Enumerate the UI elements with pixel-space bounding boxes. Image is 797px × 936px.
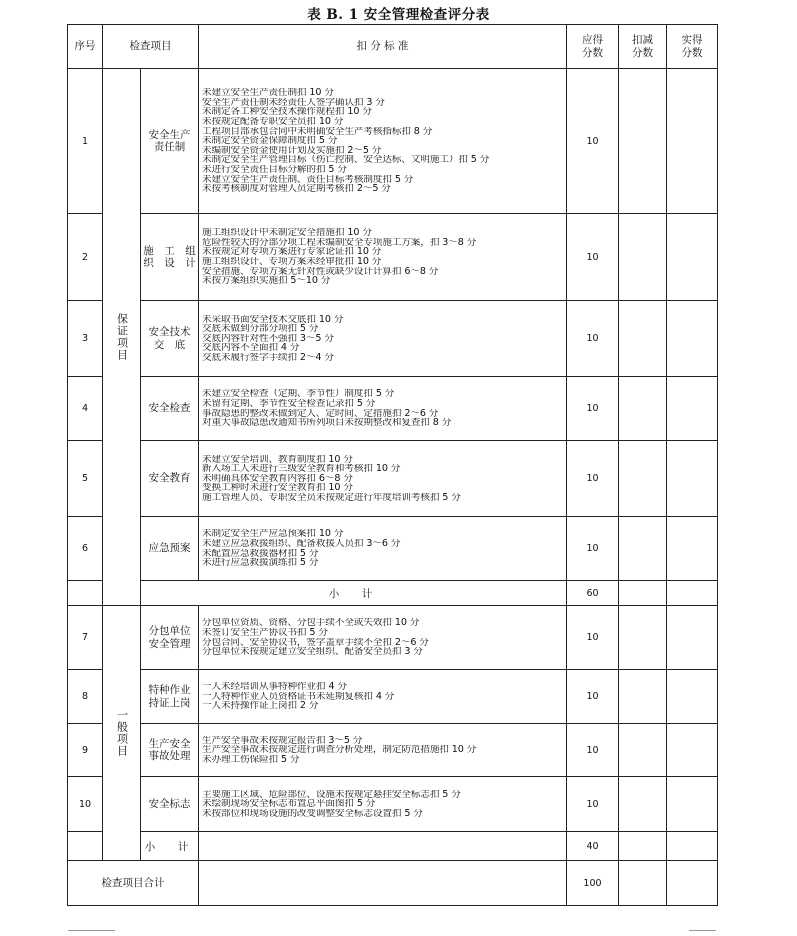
deduction-standard: 未采取书面安全技术交底扣 10 分 交底未做到分部分项扣 5 分 交底内容针对性不强扣 3～5 分 交底内容不全面扣 4 分 交底未履行签字手续扣 2～4 分: [199, 301, 567, 377]
row-number: 10: [68, 777, 103, 832]
due-score: 10: [567, 777, 619, 832]
due-score: 10: [567, 517, 619, 581]
due-score: 10: [567, 301, 619, 377]
row-number: 9: [68, 724, 103, 777]
subtotal-score: 60: [567, 581, 619, 606]
deduction-standard: 一人未经培训从事特种作业扣 4 分 一人特种作业人员资格证书未延期复核扣 4 分 一人未持操作证上岗扣 2 分: [199, 670, 567, 724]
header-standard: 扣 分 标 准: [199, 25, 567, 69]
table-row: [68, 517, 718, 581]
table-row: [68, 214, 718, 301]
deducted-score-cell[interactable]: [619, 517, 667, 581]
table-row: [68, 69, 718, 214]
deducted-score-cell[interactable]: [619, 670, 667, 724]
due-score: 10: [567, 670, 619, 724]
actual-score-cell[interactable]: [667, 581, 718, 606]
empty-cell: [199, 861, 567, 906]
deducted-score-cell[interactable]: [619, 606, 667, 670]
deducted-score-cell[interactable]: [619, 724, 667, 777]
header-no: 序号: [68, 25, 103, 69]
actual-score-cell[interactable]: [667, 670, 718, 724]
deducted-score-cell[interactable]: [619, 441, 667, 517]
row-number: 4: [68, 377, 103, 441]
row-number: 3: [68, 301, 103, 377]
header-actual-score: 实得 分数: [667, 25, 718, 69]
table-row: [68, 670, 718, 724]
deducted-score-cell[interactable]: [619, 301, 667, 377]
empty-cell: [68, 581, 103, 606]
deduction-standard: 主要施工区域、危险部位、设施未按规定悬挂安全标志扣 5 分 未绘制现场安全标志布置总平面图扣 5 分 未按部位和现场设施的改变调整安全标志设置扣 5 分: [199, 777, 567, 832]
deducted-score-cell[interactable]: [619, 377, 667, 441]
safety-score-table: [67, 24, 718, 906]
total-label: 检查项目合计: [68, 861, 199, 906]
row-number: 6: [68, 517, 103, 581]
subtotal-label: 小 计: [141, 581, 567, 606]
due-score: 10: [567, 69, 619, 214]
item-name: 特种作业 持证上岗: [141, 670, 199, 724]
actual-score-cell[interactable]: [667, 441, 718, 517]
item-name: 安全检查: [141, 377, 199, 441]
row-number: 2: [68, 214, 103, 301]
subtotal-score: 40: [567, 832, 619, 861]
actual-score-cell[interactable]: [667, 377, 718, 441]
deduction-standard: 未制定安全生产应急预案扣 10 分 未建立应急救援组织、配备救援人员扣 3～6 分 未配置应急救援器材扣 5 分 未进行应急救援演练扣 5 分: [199, 517, 567, 581]
table-row: [68, 301, 718, 377]
deducted-score-cell[interactable]: [619, 861, 667, 906]
deducted-score-cell[interactable]: [619, 777, 667, 832]
item-name: 应急预案: [141, 517, 199, 581]
page-edge-mark: [68, 930, 115, 931]
deducted-score-cell[interactable]: [619, 214, 667, 301]
actual-score-cell[interactable]: [667, 777, 718, 832]
item-name: 安全教育: [141, 441, 199, 517]
total-row: [68, 861, 718, 906]
actual-score-cell[interactable]: [667, 861, 718, 906]
due-score: 10: [567, 724, 619, 777]
table-row: [68, 777, 718, 832]
header-item: 检查项目: [103, 25, 199, 69]
group-guarantee: 保证项目: [103, 69, 141, 606]
empty-cell: [68, 832, 103, 861]
item-name: 安全生产 责任制: [141, 69, 199, 214]
header-deducted-score: 扣减 分数: [619, 25, 667, 69]
row-number: 8: [68, 670, 103, 724]
group-general: 一般项目: [103, 606, 141, 861]
deduction-standard: 未建立安全生产责任制扣 10 分 安全生产责任制未经责任人签字确认扣 3 分 未制定各工种安全技术操作规程扣 10 分 未按规定配备专职安全员扣 10 分 工程项目部承包合同中未明确安全生产考核指标扣 8 分 未制定安全资金保障制度扣 5 分 未编制安全资金使用计划及实施扣 2～5 分 未制定安全生产管理目标（伤亡控制、安全达标、文明施工）扣 5 分 未进行安全责任目标分解的扣 5 分 未建立安全生产责任制、责任目标考核制度扣 5 分 未按考核制度对管理人员定期考核扣 2～5 分: [199, 69, 567, 214]
subtotal-row: [68, 832, 718, 861]
subtotal-row: [68, 581, 718, 606]
item-name: 安全标志: [141, 777, 199, 832]
item-name: 分包单位 安全管理: [141, 606, 199, 670]
actual-score-cell[interactable]: [667, 724, 718, 777]
deduction-standard: 分包单位资质、资格、分包手续不全或失效扣 10 分 未签订安全生产协议书扣 5 分 分包合同、安全协议书，签字盖章手续不全扣 2～6 分 分包单位未按规定建立安全组织、配备安全员扣 3 分: [199, 606, 567, 670]
deducted-score-cell[interactable]: [619, 581, 667, 606]
row-number: 1: [68, 69, 103, 214]
empty-cell: [199, 832, 567, 861]
row-number: 7: [68, 606, 103, 670]
deduction-standard: 未建立安全检查（定期、季节性）制度扣 5 分 未留有定期、季节性安全检查记录扣 5 分 事故隐患的整改未做到定人、定时间、定措施扣 2～6 分 对重大事故隐患改通知书所列项目未按期整改和复查扣 8 分: [199, 377, 567, 441]
actual-score-cell[interactable]: [667, 517, 718, 581]
item-name: 安全技术 交 底: [141, 301, 199, 377]
due-score: 10: [567, 377, 619, 441]
due-score: 10: [567, 606, 619, 670]
row-number: 5: [68, 441, 103, 517]
deducted-score-cell[interactable]: [619, 69, 667, 214]
header-due-score: 应得 分数: [567, 25, 619, 69]
deducted-score-cell[interactable]: [619, 832, 667, 861]
due-score: 10: [567, 214, 619, 301]
item-name: 生产安全 事故处理: [141, 724, 199, 777]
actual-score-cell[interactable]: [667, 214, 718, 301]
deduction-standard: 生产安全事故未按规定报告扣 3～5 分 生产安全事故未按规定进行调查分析处理，制定防范措施扣 10 分 未办理工伤保险扣 5 分: [199, 724, 567, 777]
actual-score-cell[interactable]: [667, 301, 718, 377]
deduction-standard: 未建立安全培训、教育制度扣 10 分 新入场工人未进行三级安全教育和考核扣 10 分 未明确具体安全教育内容扣 6～8 分 变换工种时未进行安全教育扣 10 分 施工管理人员、专职安全员未按规定进行年度培训考核扣 5 分: [199, 441, 567, 517]
table-row: [68, 377, 718, 441]
header-row: [68, 25, 718, 69]
page-edge-mark: [689, 930, 716, 931]
table-title: 表 B. 1 安全管理检查评分表: [307, 7, 490, 23]
due-score: 10: [567, 441, 619, 517]
deduction-standard: 施工组织设计中未制定安全措施扣 10 分 危险性较大的分部分项工程未编制安全专项施工方案，扣 3～8 分 未按规定对专项方案进行专家论证扣 10 分 施工组织设计、专项方案未经审批扣 10 分 安全措施、专项方案无针对性或缺少设计计算扣 6～8 分 未按方案组织实施扣 5～10 分: [199, 214, 567, 301]
actual-score-cell[interactable]: [667, 606, 718, 670]
actual-score-cell[interactable]: [667, 832, 718, 861]
total-score: 100: [567, 861, 619, 906]
actual-score-cell[interactable]: [667, 69, 718, 214]
table-row: [68, 606, 718, 670]
item-name: 施 工 组 织 设 计: [141, 214, 199, 301]
subtotal-label: 小 计: [141, 832, 199, 861]
table-row: [68, 441, 718, 517]
table-row: [68, 724, 718, 777]
